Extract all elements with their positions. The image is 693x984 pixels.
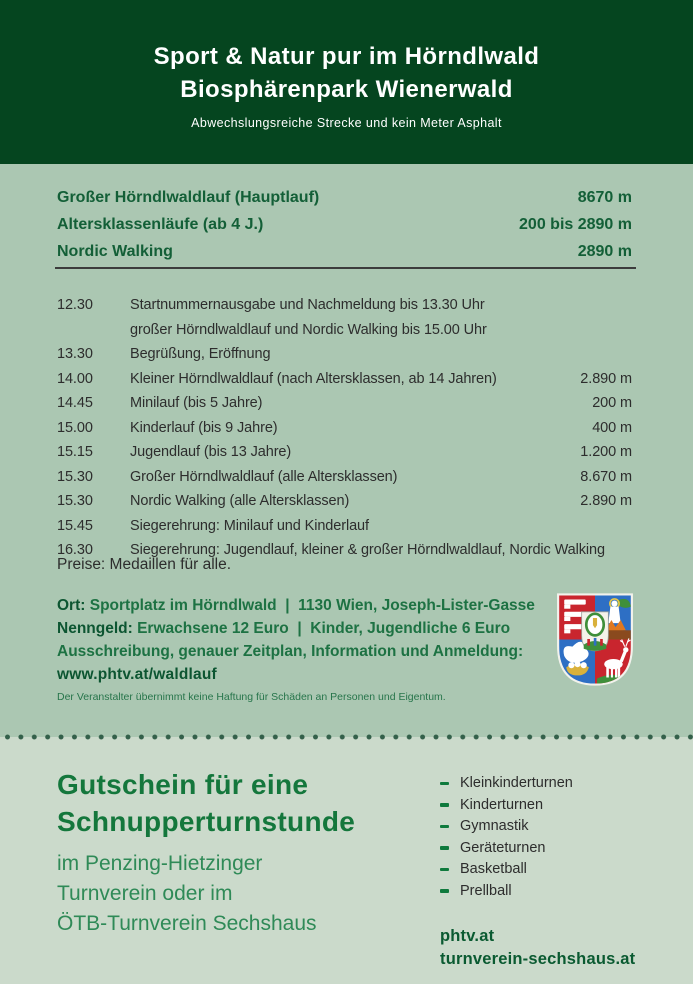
activity-item: [440, 859, 670, 881]
schedule-event: großer Hörndlwaldlauf und Nordic Walking bis 15.00 Uhr: [130, 321, 487, 338]
schedule-distance: 2.890 m: [580, 370, 632, 387]
activity-item: [440, 816, 670, 838]
schedule-row: [57, 465, 632, 490]
header-band: [0, 0, 693, 164]
dotted-separator: [4, 733, 693, 741]
schedule-row: [57, 416, 632, 441]
schedule-distance: 400 m: [592, 419, 632, 436]
schedule-distance: 8.670 m: [580, 468, 632, 485]
schedule-time: 16.30: [57, 542, 93, 558]
race-row: [57, 238, 632, 265]
schedule-row: [57, 293, 632, 318]
dash-bullet-icon: [440, 889, 449, 893]
page-title-line2: Biosphärenpark Wienerwald: [180, 76, 513, 103]
activity-item: [440, 881, 670, 903]
schedule-time: 15.45: [57, 517, 93, 534]
schedule-time: 15.00: [57, 419, 93, 436]
page-subtitle: Abwechslungsreiche Strecke und kein Meter Asphalt: [191, 116, 502, 130]
activity-label: Geräteturnen: [460, 839, 546, 856]
fee-line: [57, 617, 562, 640]
dash-bullet-icon: [440, 803, 449, 807]
schedule-row: [57, 440, 632, 465]
activities-list: [440, 773, 670, 902]
voucher-text-column: [57, 766, 435, 939]
club-website-link[interactable]: phtv.at: [440, 927, 495, 945]
schedule-time: 12.30: [57, 297, 93, 313]
race-row: [57, 184, 632, 211]
activity-label: Kleinkinderturnen: [460, 775, 573, 791]
schedule-time: 14.00: [57, 370, 93, 387]
location-value: Sportplatz im Hörndlwald | 1130 Wien, Joseph-Lister-Gasse: [85, 597, 535, 614]
schedule-event: Kleiner Hörndlwaldlauf (nach Altersklassen, ab 14 Jahren): [130, 370, 497, 387]
dash-bullet-icon: [440, 782, 449, 786]
activity-item: [440, 838, 670, 860]
voucher-body-line2: Turnverein oder im: [57, 882, 233, 905]
prizes-note: Preise: Medaillen für alle.: [57, 556, 232, 573]
voucher-title-line1: Gutschein für eine: [57, 769, 309, 800]
schedule-event: Jugendlauf (bis 13 Jahre): [130, 444, 292, 460]
activity-label: Kinderturnen: [460, 796, 544, 813]
voucher-body: [57, 849, 435, 939]
schedule-distance: 2.890 m: [580, 493, 632, 509]
location-label: Ort:: [57, 597, 86, 614]
voucher-section: [0, 737, 693, 984]
activity-label: Basketball: [460, 861, 527, 877]
schedule-row: [57, 342, 632, 367]
schedule-row: [57, 391, 632, 416]
schedule-row: [57, 514, 632, 539]
schedule-event: Siegerehrung: Jugendlauf, kleiner & großer Hörndlwaldlauf, Nordic Walking: [130, 542, 605, 558]
activity-label: Prellball: [460, 882, 512, 899]
activity-item: [440, 773, 670, 795]
registration-line: Ausschreibung, genauer Zeitplan, Information und Anmeldung:: [57, 643, 524, 660]
schedule-time: 14.45: [57, 395, 93, 411]
schedule-time: 13.30: [57, 346, 93, 362]
hietzing-coat-of-arms-icon: [556, 592, 634, 687]
club-website-link[interactable]: turnverein-sechshaus.at: [440, 950, 636, 968]
schedule-time: 15.30: [57, 493, 93, 509]
schedule-event: Kinderlauf (bis 9 Jahre): [130, 419, 278, 436]
schedule-time: 15.15: [57, 444, 93, 460]
event-info-section: [0, 164, 693, 737]
schedule-table: [57, 293, 632, 563]
race-row: [57, 211, 632, 238]
club-links: [440, 925, 670, 971]
info-block: [57, 594, 562, 704]
activity-label: Gymnastik: [460, 818, 529, 834]
schedule-event: Minilauf (bis 5 Jahre): [130, 395, 263, 411]
dash-bullet-icon: [440, 846, 449, 850]
race-label: Altersklassenläufe (ab 4 J.): [57, 216, 264, 233]
voucher-body-line3: ÖTB-Turnverein Sechshaus: [57, 912, 317, 935]
fee-label: Nenngeld:: [57, 620, 133, 637]
horizontal-rule: [55, 267, 636, 269]
schedule-event: Nordic Walking (alle Altersklassen): [130, 493, 350, 509]
schedule-time: [57, 318, 130, 343]
schedule-distance: 1.200 m: [580, 444, 632, 460]
voucher-title-line2: Schnupperturnstunde: [57, 806, 356, 837]
race-distance: 8670 m: [577, 189, 632, 206]
activities-column: [440, 773, 670, 971]
liability-disclaimer: Der Veranstalter übernimmt keine Haftung für Schäden an Personen und Eigentum.: [57, 691, 446, 703]
fee-value: Erwachsene 12 Euro | Kinder, Jugendliche 6 Euro: [132, 620, 511, 637]
schedule-event: Siegerehrung: Minilauf und Kinderlauf: [130, 517, 369, 534]
schedule-event: Großer Hörndlwaldlauf (alle Altersklassen): [130, 468, 398, 485]
page-title-line1: Sport & Natur pur im Hörndlwald: [153, 43, 540, 70]
event-website-link[interactable]: www.phtv.at/waldlauf: [57, 666, 217, 683]
voucher-body-line1: im Penzing-Hietzinger: [57, 852, 263, 875]
dash-bullet-icon: [440, 868, 449, 872]
dash-bullet-icon: [440, 825, 449, 829]
schedule-distance: 200 m: [592, 395, 632, 411]
activity-item: [440, 795, 670, 817]
schedule-time: 15.30: [57, 468, 93, 485]
schedule-row: [57, 318, 632, 343]
schedule-event: Begrüßung, Eröffnung: [130, 346, 271, 362]
race-distance-list: [57, 184, 632, 265]
race-distance: 2890 m: [577, 243, 632, 260]
race-distance: 200 bis 2890 m: [519, 216, 632, 233]
race-label: Großer Hörndlwaldlauf (Hauptlauf): [57, 189, 320, 206]
schedule-row: [57, 367, 632, 392]
race-label: Nordic Walking: [57, 243, 173, 260]
location-line: [57, 594, 562, 617]
schedule-row: [57, 489, 632, 514]
schedule-event: Startnummernausgabe und Nachmeldung bis 13.30 Uhr: [130, 297, 485, 313]
